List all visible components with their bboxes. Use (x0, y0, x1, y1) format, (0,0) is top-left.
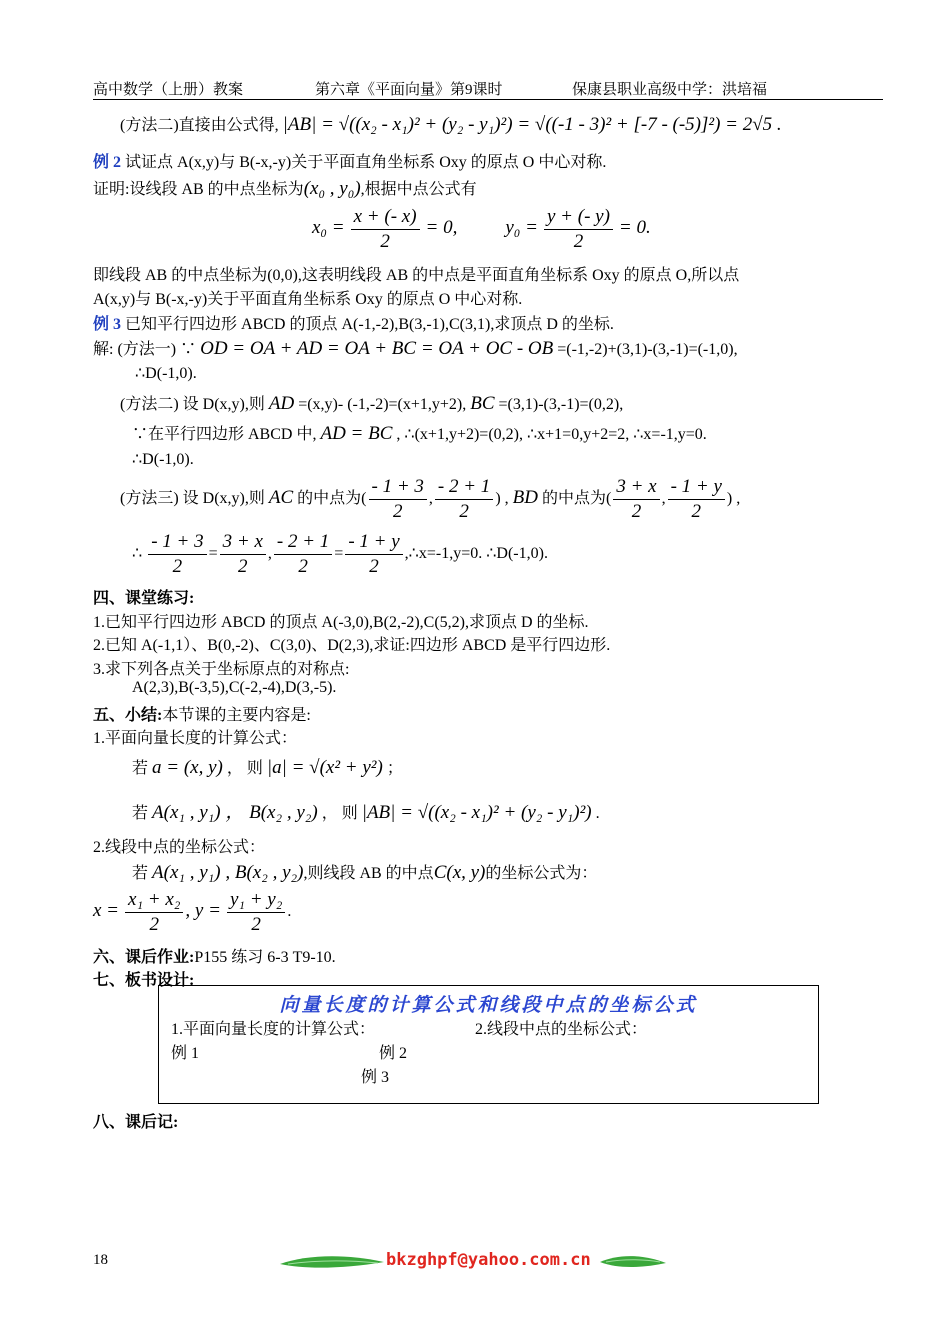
solution1-prefix: 解: (方法一) ∵ (93, 341, 197, 358)
x0-num: x + (- x) (351, 205, 420, 230)
f2-end: . (287, 903, 292, 921)
m3-eq-frac4 (345, 530, 402, 579)
m3-g3-num: - 2 + 1 (274, 530, 332, 555)
board-title: 向量长度的计算公式和线段中点的坐标公式 (279, 994, 698, 1016)
method2-line (120, 112, 782, 136)
f2-points: A(x₁ , y₁) , B(x₂ , y₂) (152, 862, 304, 883)
formula1-title: 1.平面向量长度的计算公式： (93, 730, 298, 747)
m3-text-b: 的中点为( (297, 490, 367, 508)
formula1-line2 (132, 797, 600, 824)
f2-midpoint: C(x, y) (433, 862, 486, 883)
vector-equation: OD = OA + AD = OA + BC = OA + OC - OB (200, 338, 554, 359)
m3-g2-num: 3 + x (220, 530, 266, 555)
m3-end: ,∴x=-1,y=0. ∴D(-1,0). (404, 545, 548, 563)
f2-text-b: ,则线段 AB 的中点 (303, 865, 434, 882)
section4-title: 四、课堂练习: (93, 590, 195, 607)
section8-title: 八、课后记: (93, 1114, 179, 1131)
m3-text-a: (方法三) 设 D(x,y),则 (120, 490, 265, 508)
m3-f1-den: 2 (392, 501, 403, 522)
f1-text-e: ， 则 (321, 805, 358, 822)
method3-equation: ∴ $\frac{- 1 + 3}{2}$ = $\frac{3 + x}{2}$ , $\frac{- 2 + 1}{2}$ = $\frac{- 1 + y}{2}$ ,∴x=-1,y=0. ∴D(-1,0). (132, 531, 548, 577)
method2-prefix: (方法二)直接由公式得, (120, 117, 279, 134)
solution1-values: =(-1,-2)+(3,1)-(3,-1)=(-1,0), (553, 341, 738, 358)
m3-f2-den: 2 (459, 501, 469, 522)
m3-frac2 (435, 475, 493, 524)
m3-f3-num: 3 + x (613, 475, 659, 500)
m3-text-c: ) , (495, 490, 509, 508)
m3-vector-bd: BD (512, 487, 538, 509)
section5-text: 本节课的主要内容是: (162, 707, 311, 724)
x0-label: x₀ = (312, 217, 345, 239)
m3-g4-num: - 1 + y (345, 530, 402, 555)
header-rule (93, 99, 883, 100)
m3-g3-den: 2 (298, 556, 308, 577)
m3-frac3 (613, 475, 659, 524)
method2-ex3-line2 (132, 421, 707, 445)
footer-email[interactable]: bkzghpf@yahoo.com.cn (386, 1250, 591, 1270)
distance-calc: |AB| = √((x₂ - x₁)² + (y₂ - y₁)²) = √((-1 - 3)² + [-7 - (-5)]²) = 2√5 . (282, 114, 782, 135)
m2-text-b: =(x,y)- (-1,-2)=(x+1,y+2), (294, 396, 467, 413)
board-cell-example3: 例 3 (361, 1069, 390, 1086)
m3-text-e: ) , (726, 490, 741, 508)
proof-text2: ,根据中点公式有 (360, 181, 477, 198)
section5-title: 五、小结: (93, 707, 163, 724)
f1-points: A(x₁ , y₁) ， B(x₂ , y₂) (152, 802, 318, 823)
practice-2: 2.已知 A(-1,1）、B(0,-2)、C(3,0)、D(2,3),求证:四边形 ABCD 是平行四边形. (93, 637, 611, 654)
f2-y-fraction (227, 888, 285, 937)
m3-g1-num: - 1 + 3 (148, 530, 206, 555)
board-cell-formula2: 2.线段中点的坐标公式： (475, 1021, 648, 1038)
practice-3-points: A(2,3),B(-3,5),C(-2,-4),D(3,-5). (132, 679, 337, 696)
f2-x-den: 2 (149, 914, 159, 935)
section5-line (93, 702, 311, 725)
example2-text: 试证点 A(x,y)与 B(-x,-y)关于平面直角坐标系 Oxy 的原点 O 中心对称. (125, 154, 607, 171)
midpoint-equations (312, 205, 651, 254)
board-cell-formula1: 1.平面向量长度的计算公式： (171, 1021, 376, 1038)
header-right: 保康县职业高级中学：洪培福 (572, 82, 768, 98)
left-leaf-ornament (278, 1252, 388, 1274)
m3-g1-den: 2 (172, 556, 183, 577)
section7-title: 七、板书设计: (93, 972, 195, 989)
header-left: 高中数学（上册）教案 (93, 82, 244, 98)
section6-text: P155 练习 6-3 T9-10. (194, 949, 336, 966)
m3-eq-frac2 (220, 530, 266, 579)
solution1-line (93, 336, 738, 360)
formula2-line1 (132, 860, 597, 884)
f2-x-num: x₁ + x₂ (125, 888, 183, 913)
m3-frac4 (668, 475, 725, 524)
f2-y-num: y₁ + y₂ (227, 888, 285, 913)
solution1-conclusion: ∴D(-1,0). (135, 365, 197, 382)
f1-text-a: 若 (132, 760, 149, 777)
method3-line: (方法三) 设 D(x,y),则 AC 的中点为( $\frac{- 1 + 3}{2}$ , $\frac{- 2 + 1}{2}$ ) , BD 的中点为( $\frac{3 + x}{2}$ , $\frac{- 1 + y}{2}$ ) , (120, 476, 741, 522)
f2-x-fraction (125, 888, 183, 937)
formula1-line1 (132, 755, 403, 779)
m3-f2-num: - 2 + 1 (435, 475, 493, 500)
y0-label: y₀ = (505, 217, 538, 239)
f2-text-a: 若 (132, 865, 149, 882)
m3-vector-ac: AC (268, 487, 294, 509)
m3-therefore: ∴ (132, 545, 143, 563)
m2-text-c: =(3,1)-(3,-1)=(0,2), (494, 396, 624, 413)
practice-1: 1.已知平行四边形 ABCD 的顶点 A(-3,0),B(2,-2),C(5,2),求顶点 D 的坐标. (93, 614, 589, 631)
m3-g2-den: 2 (238, 556, 248, 577)
formula2-line2 (93, 888, 291, 937)
f1-text-b: ， 则 (226, 760, 263, 777)
m2-vector-ad: AD (268, 393, 295, 414)
x0-den: 2 (380, 231, 390, 252)
conclusion-line2: A(x,y)与 B(-x,-y)关于平面直角坐标系 Oxy 的原点 O 中心对称. (93, 291, 523, 308)
x0-fraction (351, 205, 420, 254)
example3-line (93, 311, 614, 334)
method2-conclusion: ∴D(-1,0). (132, 451, 194, 468)
board-cell-example2: 例 2 (379, 1045, 408, 1062)
y0-fraction (544, 205, 613, 254)
m3-frac1 (369, 475, 427, 524)
m2-text-d: ∵在平行四边形 ABCD 中, (132, 426, 317, 443)
example2-label: 例 2 (93, 154, 122, 171)
formula2-title: 2.线段中点的坐标公式： (93, 839, 266, 856)
board-cell-example1: 例 1 (171, 1045, 200, 1062)
m3-eq-frac3 (274, 530, 332, 579)
practice-3: 3.求下列各点关于坐标原点的对称点: (93, 661, 350, 678)
example3-label: 例 3 (93, 316, 122, 333)
section6-line (93, 944, 336, 967)
m3-g4-den: 2 (369, 556, 379, 577)
x0-result: = 0, (425, 217, 458, 239)
f1-text-c: ； (386, 760, 403, 777)
m2-vector-bc: BC (470, 393, 495, 414)
example3-text: 已知平行四边形 ABCD 的顶点 A(-1,-2),B(3,-1),C(3,1),求顶点 D 的坐标. (125, 316, 614, 333)
m2-text-a: (方法二) 设 D(x,y),则 (120, 396, 265, 413)
section6-title: 六、课后作业: (93, 949, 195, 966)
f1-norm: |a| = √(x² + y²) (266, 757, 383, 778)
midpoint-symbol: (x₀ , y₀) (303, 178, 361, 199)
y0-result: = 0. (618, 217, 651, 239)
m3-f4-num: - 1 + y (668, 475, 725, 500)
f1-vector: a = (x, y) (152, 757, 223, 778)
f1-distance: |AB| = √((x₂ - x₁)² + (y₂ - y₁)²) (361, 802, 592, 823)
m2-vector-eq: AD = BC (320, 423, 393, 444)
f2-y-den: 2 (251, 914, 261, 935)
m3-f3-den: 2 (631, 501, 642, 522)
method2-ex3-line (120, 391, 623, 415)
y0-num: y + (- y) (544, 205, 613, 230)
f1-text-f: . (591, 805, 600, 822)
f2-text-d: 的坐标公式为： (485, 865, 598, 882)
m3-f1-num: - 1 + 3 (369, 475, 427, 500)
right-leaf-ornament (598, 1252, 668, 1274)
y0-den: 2 (573, 231, 584, 252)
m3-f4-den: 2 (691, 501, 701, 522)
board-design-box (158, 985, 819, 1104)
example2-line (93, 149, 606, 172)
page-number: 18 (93, 1252, 108, 1268)
m2-text-e: , ∴(x+1,y+2)=(0,2), ∴x+1=0,y+2=2, ∴x=-1,y=0. (392, 426, 707, 443)
conclusion-line1: 即线段 AB 的中点坐标为(0,0),这表明线段 AB 的中点是平面直角坐标系 Oxy 的原点 O,所以点 (93, 267, 740, 284)
f1-text-d: 若 (132, 805, 149, 822)
proof-line (93, 176, 477, 200)
f2-y-label: , y = (185, 900, 221, 922)
header-center: 第六章《平面向量》第9课时 (315, 82, 503, 98)
m3-eq-frac1 (148, 530, 206, 579)
m3-text-d: 的中点为( (541, 490, 612, 508)
f2-x-label: x = (93, 900, 120, 922)
proof-text: 证明:设线段 AB 的中点坐标为 (93, 181, 304, 198)
